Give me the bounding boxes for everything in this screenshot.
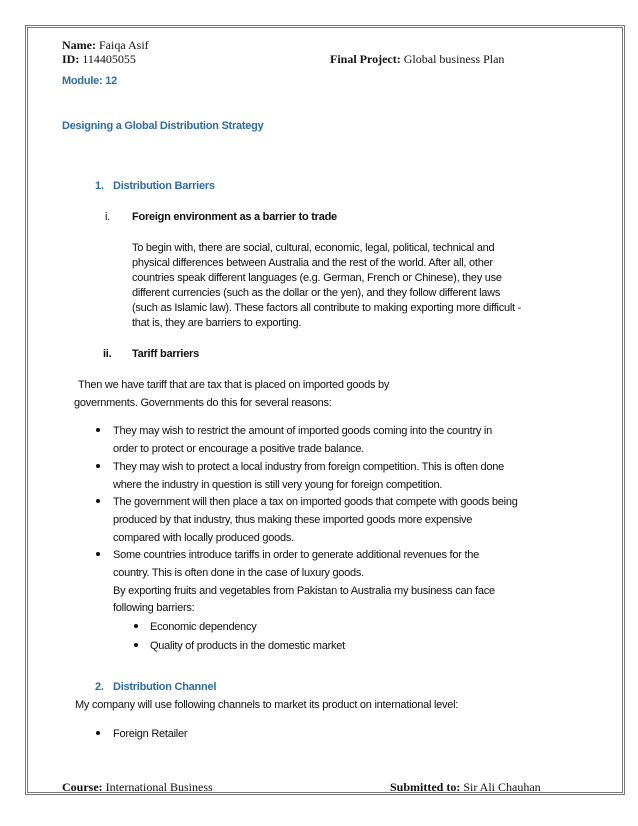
bullet-line: The government will then place a tax on imported goods that compete with goods being: [113, 496, 518, 508]
bullet-icon: [96, 499, 100, 503]
bullet-line: Foreign Retailer: [113, 728, 188, 740]
project-line: [330, 52, 504, 66]
bullet-line: By exporting fruits and vegetables from Pakistan to Australia my business can face: [113, 585, 495, 597]
bullet-line: They may wish to restrict the amount of imported goods coming into the country in: [113, 425, 492, 437]
name-value: Faiqa Asif: [98, 38, 149, 52]
course-value: International Business: [105, 780, 213, 794]
submitted-line: [390, 780, 541, 794]
bullet-line: order to protect or encourage a positive trade balance.: [113, 443, 365, 455]
paragraph-line: that is, they are barriers to exporting.: [132, 317, 302, 329]
section1-number: 1.: [95, 180, 104, 192]
sub2-number: ii.: [103, 348, 112, 360]
course-line: [62, 780, 213, 794]
id-label: ID:: [62, 52, 80, 66]
bullet-line: produced by that industry, thus making these imported goods more expensive: [113, 514, 473, 526]
project-value: Global business Plan: [403, 52, 505, 66]
paragraph-line: countries speak different languages (e.g. German, French or Chinese), they use: [132, 272, 502, 284]
sub1-number: i.: [105, 211, 110, 223]
bullet-line: compared with locally produced goods.: [113, 532, 294, 544]
id-line: [62, 52, 136, 66]
paragraph-line: (such as Islamic law). These factors all contribute to making exporting more difficult -: [132, 302, 522, 314]
bullet-line: They may wish to protect a local industry from foreign competition. This is often done: [113, 461, 504, 473]
bullet-icon: [134, 643, 138, 647]
bullet-icon: [96, 552, 100, 556]
sub1-heading: Foreign environment as a barrier to trade: [132, 211, 337, 223]
submitted-value: Sir Ali Chauhan: [463, 780, 541, 794]
document-title: Designing a Global Distribution Strategy: [62, 120, 264, 132]
paragraph-line: Then we have tariff that are tax that is placed on imported goods by: [78, 379, 390, 391]
paragraph-line: My company will use following channels to market its product on international level:: [75, 699, 459, 711]
bullet-line: country. This is often done in the case of luxury goods.: [113, 567, 364, 579]
bullet-icon: [96, 464, 100, 468]
section1-heading: Distribution Barriers: [113, 180, 215, 192]
bullet-icon: [96, 428, 100, 432]
module-label: Module: 12: [62, 75, 117, 87]
paragraph-line: different currencies (such as the dollar or the yen), and they follow different laws: [132, 287, 501, 299]
bullet-icon: [96, 731, 100, 735]
course-label: Course:: [62, 780, 103, 794]
bullet-line: where the industry in question is still very young for foreign competition.: [113, 479, 443, 491]
bullet-line: Some countries introduce tariffs in order to generate additional revenues for the: [113, 549, 479, 561]
bullet-line: following barriers:: [113, 602, 195, 614]
sub2-heading: Tariff barriers: [132, 348, 199, 360]
bullet-icon: [134, 624, 138, 628]
name-line: [62, 38, 149, 52]
section2-heading: Distribution Channel: [113, 681, 217, 693]
paragraph-line: physical differences between Australia and the rest of the world. After all, other: [132, 257, 493, 269]
sub-bullet-line: Economic dependency: [150, 621, 257, 633]
paragraph-line: governments. Governments do this for several reasons:: [74, 397, 332, 409]
id-value: 114405055: [82, 52, 136, 66]
name-label: Name:: [62, 38, 96, 52]
paragraph-line: To begin with, there are social, cultural, economic, legal, political, technical and: [132, 242, 495, 254]
project-label: Final Project:: [330, 52, 401, 66]
section2-number: 2.: [95, 681, 104, 693]
submitted-label: Submitted to:: [390, 780, 461, 794]
sub-bullet-line: Quality of products in the domestic market: [150, 640, 345, 652]
